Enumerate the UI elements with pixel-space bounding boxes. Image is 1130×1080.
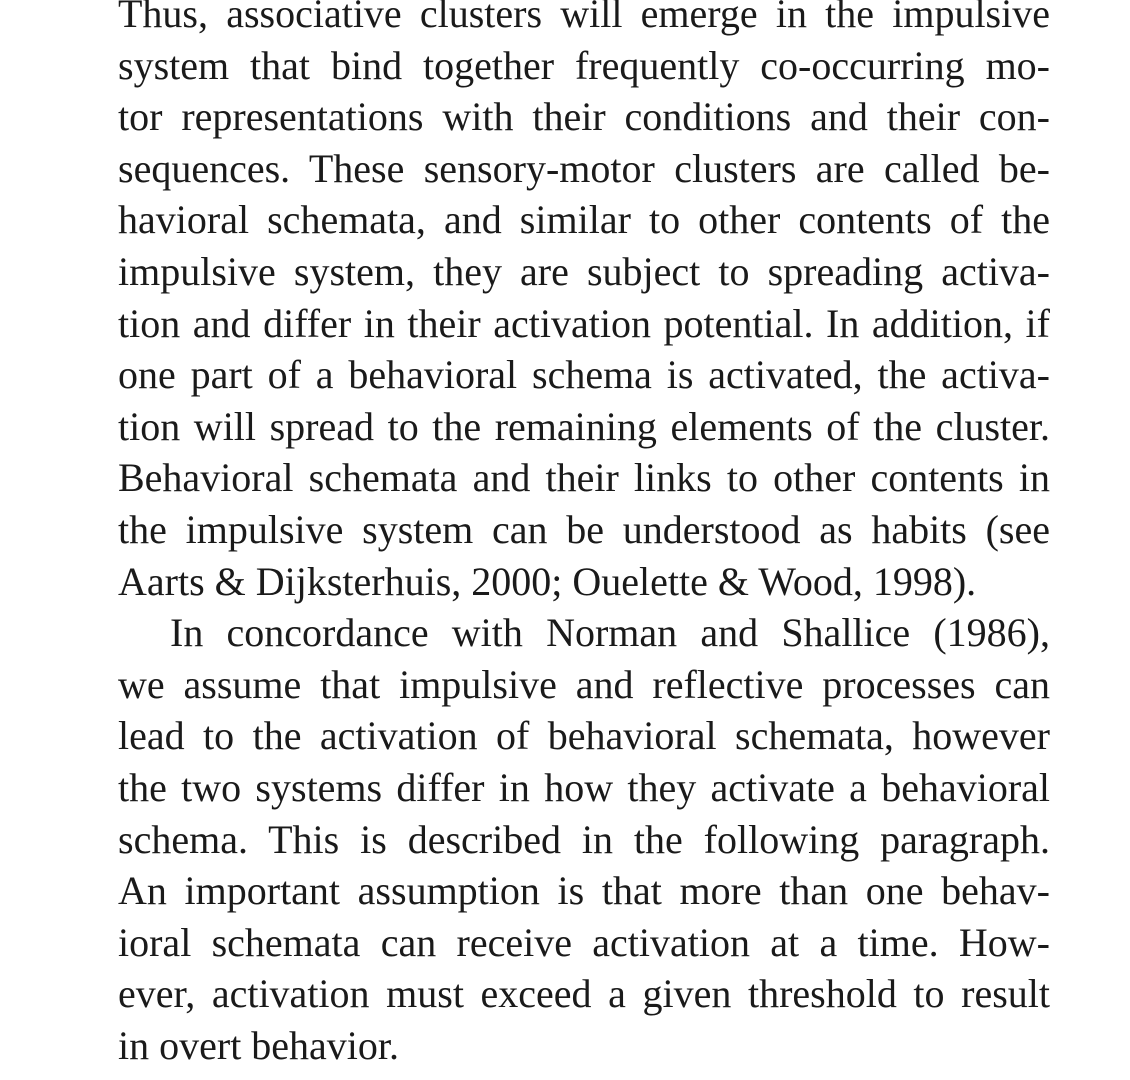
text-line: the two systems differ in how they activate a behavioral bbox=[118, 764, 1050, 810]
document-page bbox=[118, 0, 1050, 1071]
text-line: the impulsive system can be understood as habits (see bbox=[118, 506, 1050, 552]
text-line: ioral schemata can receive activation at a time. How- bbox=[118, 919, 1050, 965]
text-line: tion will spread to the remaining elements of the cluster. bbox=[118, 403, 1050, 449]
text-line: one part of a behavioral schema is activated, the activa- bbox=[118, 352, 1050, 398]
text-line: tion and differ in their activation potential. In addition, if bbox=[118, 300, 1050, 346]
text-line: Aarts & Dijksterhuis, 2000; Ouelette & Wood, 1998). bbox=[118, 558, 977, 604]
text-line: tor representations with their conditions and their con- bbox=[118, 94, 1050, 140]
text-line: schema. This is described in the following paragraph. bbox=[118, 816, 1050, 862]
paragraph-2 bbox=[118, 607, 1050, 1071]
text-line: impulsive system, they are subject to spreading activa- bbox=[118, 248, 1050, 294]
text-line: lead to the activation of behavioral schemata, however bbox=[118, 713, 1050, 759]
text-line: sequences. These sensory-motor clusters are called be- bbox=[118, 145, 1050, 191]
text-line: system that bind together frequently co-occurring mo- bbox=[118, 42, 1050, 88]
text-line: In concordance with Norman and Shallice (1986), bbox=[170, 610, 1050, 656]
text-line: Behavioral schemata and their links to other contents in bbox=[118, 455, 1050, 501]
text-line: Thus, associative clusters will emerge in the impulsive bbox=[118, 0, 1050, 36]
text-line: ever, activation must exceed a given threshold to result bbox=[118, 971, 1050, 1017]
text-line: havioral schemata, and similar to other contents of the bbox=[118, 197, 1050, 243]
text-line: we assume that impulsive and reflective processes can bbox=[118, 661, 1050, 707]
text-line: An important assumption is that more than one behav- bbox=[118, 868, 1050, 914]
paragraph-1 bbox=[118, 0, 1050, 607]
text-line: in overt behavior. bbox=[118, 1022, 400, 1068]
